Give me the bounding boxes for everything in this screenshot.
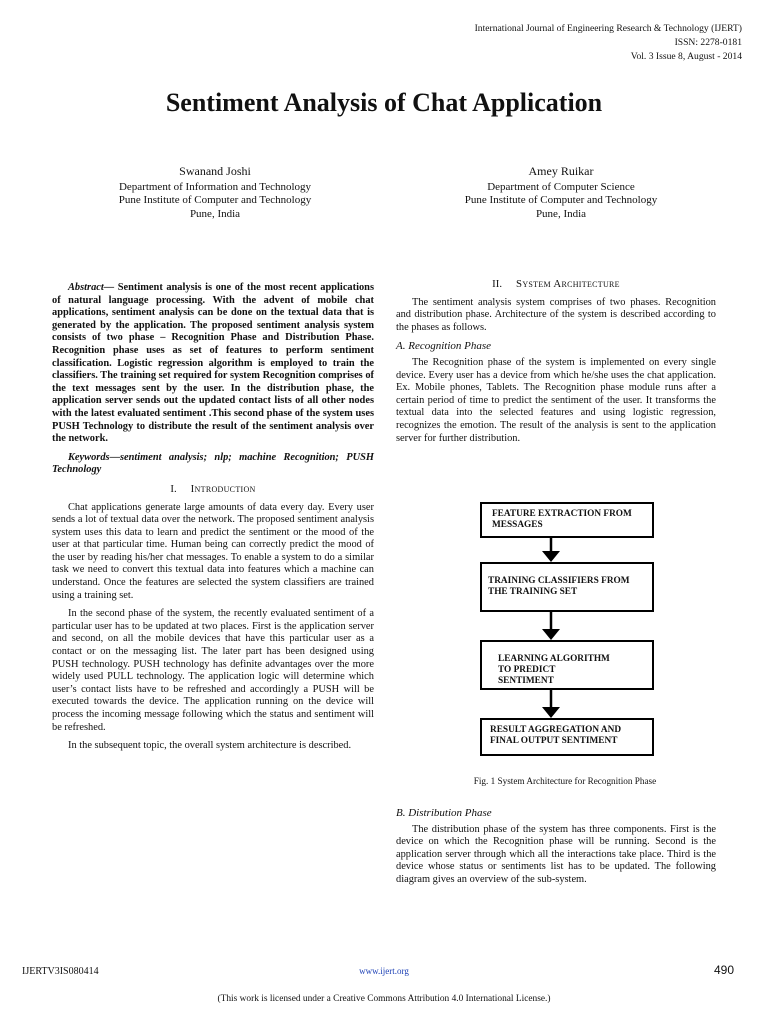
author-location: Pune, India (189, 207, 241, 220)
recognition-phase-flowchart (470, 496, 680, 766)
flow-box-label: LEARNING ALGORITHM TO PREDICT SENTIMENT (498, 654, 610, 686)
paragraph: In the subsequent topic, the overall system architecture is described. (68, 740, 352, 752)
section-number: II. (492, 278, 503, 290)
author-block-1 (50, 165, 380, 221)
subsection-heading-recognition: A. Recognition Phase (396, 340, 492, 353)
author-name: Swanand Joshi (179, 164, 251, 178)
paragraph: In the second phase of the system, the recently evaluated sentiment of a particular user has to be updated at two places. First is the application server and second, on all the mobile devices that have this particular user as a contact or on the messaging list. The later part has been designed using PUSH technology. PUSH technology has definite advantages over the more widely used PULL technology. The application logic will determine which user’s contact lists have to be refreshed and accordingly a PUSH will be executed towards the device. The application running on the device will process the incoming message following which the status and sentiment will be refreshed. (52, 608, 374, 733)
author-dept: Department of Computer Science (487, 180, 635, 193)
right-column (396, 272, 716, 451)
keywords-label: Keywords— (68, 451, 120, 463)
section-heading-architecture (396, 278, 716, 291)
author-institute: Pune Institute of Computer and Technology (464, 194, 658, 206)
author-dept: Department of Information and Technology (118, 180, 312, 193)
flow-box-result-aggregation (480, 718, 654, 756)
flow-box-training-classifiers (480, 562, 654, 612)
keywords-text: sentiment analysis; nlp; machine Recognition; PUSH Technology (52, 451, 374, 476)
left-column (52, 282, 374, 759)
flow-box-learning-algorithm (480, 640, 654, 690)
paper-title: Sentiment Analysis of Chat Application (165, 88, 603, 117)
keywords (52, 452, 374, 477)
paragraph: Chat applications generate large amounts of data every day. Every user sends a lot of textual data over the network. The proposed sentiment analysis system uses this data to learn and predict the sentiment or the mood of the user at that particular time. Human being can correctly predict the mood of the user by reading his/her chat messages. To enable a system to do a similar task we need to convert this textual data into features which a machine can understand. Once the features are selected the system classifiers are trained using a training set. (52, 501, 374, 601)
flow-box-label: TRAINING CLASSIFIERS FROM THE TRAINING SET (488, 576, 630, 597)
abstract-text: Sentiment analysis is one of the most recent applications of natural language processing. With the advent of mobile chat applications, sentiment analysis can be done on the textual data that is generated by the application. The proposed sentiment analysis system consists of two phase – Recognition Phase and Distribution Phase. Recognition phase uses as set of features to perform sentiment classification. Logistic regression algorithm is employed to train the classifiers. The training set required for system Recognition comprises of the text messages sent by the user. In the distribution phase, the application server sends out the updated contact lists of all other nodes with the latest evaluated sentiment .This second phase of the system uses PUSH Technology to distribute the result of the sentiment analysis over the network. (52, 282, 374, 445)
journal-name: International Journal of Engineering Research & Technology (IJERT) (474, 23, 742, 34)
section-title: System Architecture (516, 278, 620, 290)
journal-url-link[interactable]: www.ijert.org (359, 966, 409, 976)
author-location: Pune, India (535, 207, 587, 220)
issn: ISSN: 2278-0181 (674, 37, 742, 48)
subsection-heading-distribution: B. Distribution Phase (396, 807, 492, 819)
right-column-lower (396, 803, 716, 893)
author-institute: Pune Institute of Computer and Technology (118, 194, 312, 206)
paragraph: The Recognition phase of the system is implemented on every single device. Every user has a device from which he/she uses the chat application. Ex. Mobile phones, Tablets. The Recognition phase module runs after a certain period of time to predict the sentiment of the user. It transforms the textual data into the selected features and using logistic regression, recognizes the emotion. The result of the analysis is sent to the application server for further distribution. (396, 356, 716, 444)
section-title: Introduction (190, 482, 256, 495)
flow-box-label: FEATURE EXTRACTION FROM MESSAGES (492, 509, 632, 530)
license-note: (This work is licensed under a Creative Commons Attribution 4.0 International License.) (217, 994, 551, 1004)
abstract-label: Abstract— (68, 282, 115, 293)
paragraph: The distribution phase of the system has three components. First is the device on which the Recognition phase will be running. Second is the application server through which all the interactions take place. Third is the device whose status or sentiments list has to be updated. The following diagram gives an overview of the sub-system. (396, 823, 716, 885)
figure-caption: Fig. 1 System Architecture for Recognition Phase (473, 776, 657, 786)
page-number: 490 (713, 963, 734, 977)
paper-id: IJERTV3IS080414 (22, 966, 99, 977)
flow-box-label: RESULT AGGREGATION AND FINAL OUTPUT SENTIMENT (490, 725, 622, 746)
author-block-2 (396, 165, 726, 221)
section-number: I. (170, 482, 177, 495)
abstract (52, 282, 374, 446)
running-header (475, 22, 742, 64)
paragraph: The sentiment analysis system comprises of two phases. Recognition and distribution phase. Architecture of the system is described according to the phases as follows. (396, 296, 716, 333)
volume-issue: Vol. 3 Issue 8, August - 2014 (630, 51, 742, 62)
author-name: Amey Ruikar (528, 164, 594, 178)
section-heading-intro (52, 483, 374, 496)
flow-box-feature-extraction (480, 502, 654, 538)
